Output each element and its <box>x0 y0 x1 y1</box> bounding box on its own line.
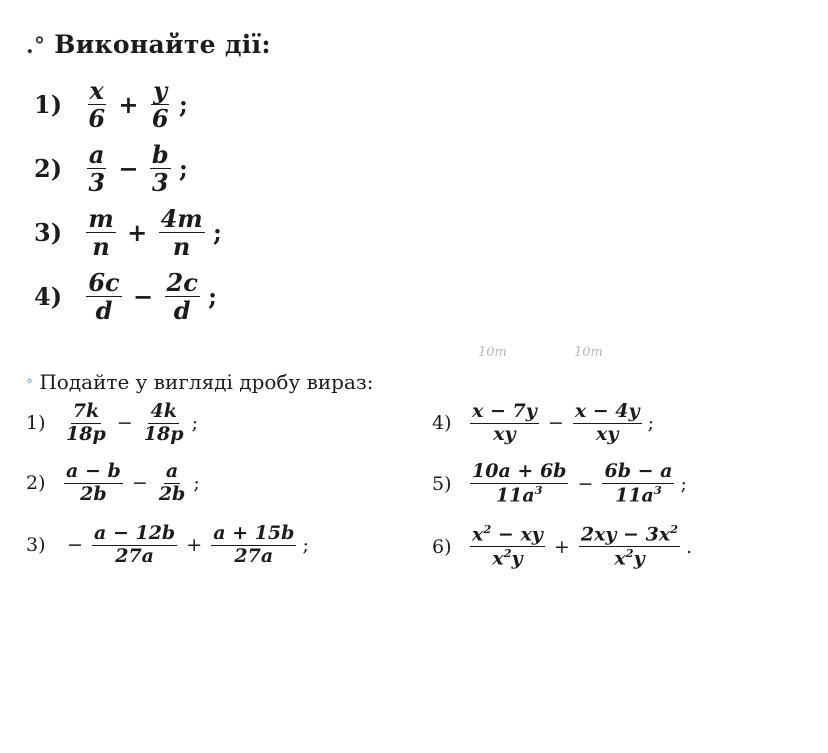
operator: − <box>577 473 594 496</box>
exercise-2-header <box>26 370 374 394</box>
exercise-2-item-5: 5) $\frac{10a + 6b}{11a^3}$ − $\frac{6b - a}{11a^3}$ ; <box>432 460 687 507</box>
fraction: $\frac{2xy - 3x^2}{x^2y}$ <box>580 522 679 570</box>
fraction: $\frac{m}{n}$ <box>88 204 114 262</box>
fraction: $\frac{x - 4y}{xy}$ <box>574 400 640 445</box>
fraction: $\frac{6c}{d}$ <box>88 268 120 326</box>
exercise-2-item-6: 6) $\frac{x^2 - xy}{x^2y}$ + $\frac{2xy - 3x^2}{x^2y}$ . <box>432 522 693 570</box>
exercise-1-marker: .° <box>26 33 46 59</box>
exercise-2-marker: ° <box>26 377 33 393</box>
item-label: 4) <box>432 412 452 435</box>
operator: − <box>547 412 564 435</box>
exercise-2-item-2: 2) $\frac{a - b}{2b}$ − $\frac{a}{2b}$ ; <box>26 460 200 505</box>
item-label: 2) <box>34 154 63 184</box>
faded-fragment-right: 10m <box>574 345 603 360</box>
operator: − <box>133 282 154 312</box>
item-label: 3) <box>26 534 46 557</box>
fraction: $\frac{a + 15b}{27a}$ <box>213 522 295 567</box>
fraction: $\frac{6b - a}{11a^3}$ <box>604 460 673 507</box>
fraction: $\frac{a}{2b}$ <box>158 460 186 505</box>
operator: − <box>116 412 133 435</box>
item-label: 4) <box>34 282 63 312</box>
fraction: $\frac{4m}{n}$ <box>160 204 203 262</box>
operator: + <box>127 218 148 248</box>
fraction: $\frac{x^2 - xy}{x^2y}$ <box>472 522 543 570</box>
faded-fragment-left: 10m <box>478 345 507 360</box>
fraction: $\frac{2c}{d}$ <box>166 268 198 326</box>
exercise-1-item-3: 3) $\frac{m}{n}$ + $\frac{4m}{n}$ ; <box>34 204 222 262</box>
fraction: $\frac{a}{3}$ <box>88 140 106 198</box>
exercise-2-item-3: 3) − $\frac{a - 12b}{27a}$ + $\frac{a + 15b}{27a}$ ; <box>26 522 309 567</box>
exercise-1-header <box>26 30 271 59</box>
item-label: 3) <box>34 218 63 248</box>
item-label: 1) <box>34 90 63 120</box>
operator: − <box>131 472 148 495</box>
fraction: $\frac{b}{3}$ <box>151 140 169 198</box>
exercise-1-item-2: 2) $\frac{a}{3}$ − $\frac{b}{3}$ ; <box>34 140 188 198</box>
item-label: 1) <box>26 412 46 435</box>
operator: + <box>118 90 139 120</box>
operator: + <box>186 534 203 557</box>
exercise-2-item-1: 1) $\frac{7k}{18p}$ − $\frac{4k}{18p}$ ; <box>26 400 198 445</box>
exercise-2-title: Подайте у вигляді дробу вираз: <box>39 370 374 394</box>
fraction: $\frac{4k}{18p}$ <box>143 400 184 445</box>
exercise-2-item-4: 4) $\frac{x - 7y}{xy}$ − $\frac{x - 4y}{xy}$ ; <box>432 400 655 445</box>
exercise-1-item-1: 1) $\frac{x}{6}$ + $\frac{y}{6}$ ; <box>34 76 188 134</box>
operator: + <box>553 535 570 558</box>
fraction: $\frac{x}{6}$ <box>88 76 106 134</box>
exercise-1-title: Виконайте дії: <box>54 30 271 59</box>
item-label: 6) <box>432 535 452 558</box>
item-label: 2) <box>26 472 46 495</box>
exercise-1-item-4: 4) $\frac{6c}{d}$ − $\frac{2c}{d}$ ; <box>34 268 218 326</box>
fraction: $\frac{7k}{18p}$ <box>66 400 106 445</box>
leading-sign: − <box>67 534 83 557</box>
fraction: $\frac{a - 12b}{27a}$ <box>94 522 176 567</box>
fraction: $\frac{y}{6}$ <box>151 76 169 134</box>
fraction: $\frac{x - 7y}{xy}$ <box>472 400 537 445</box>
fraction: $\frac{a - b}{2b}$ <box>66 460 121 505</box>
fraction: $\frac{10a + 6b}{11a^3}$ <box>472 460 567 507</box>
operator: − <box>118 154 139 184</box>
item-label: 5) <box>432 473 452 496</box>
